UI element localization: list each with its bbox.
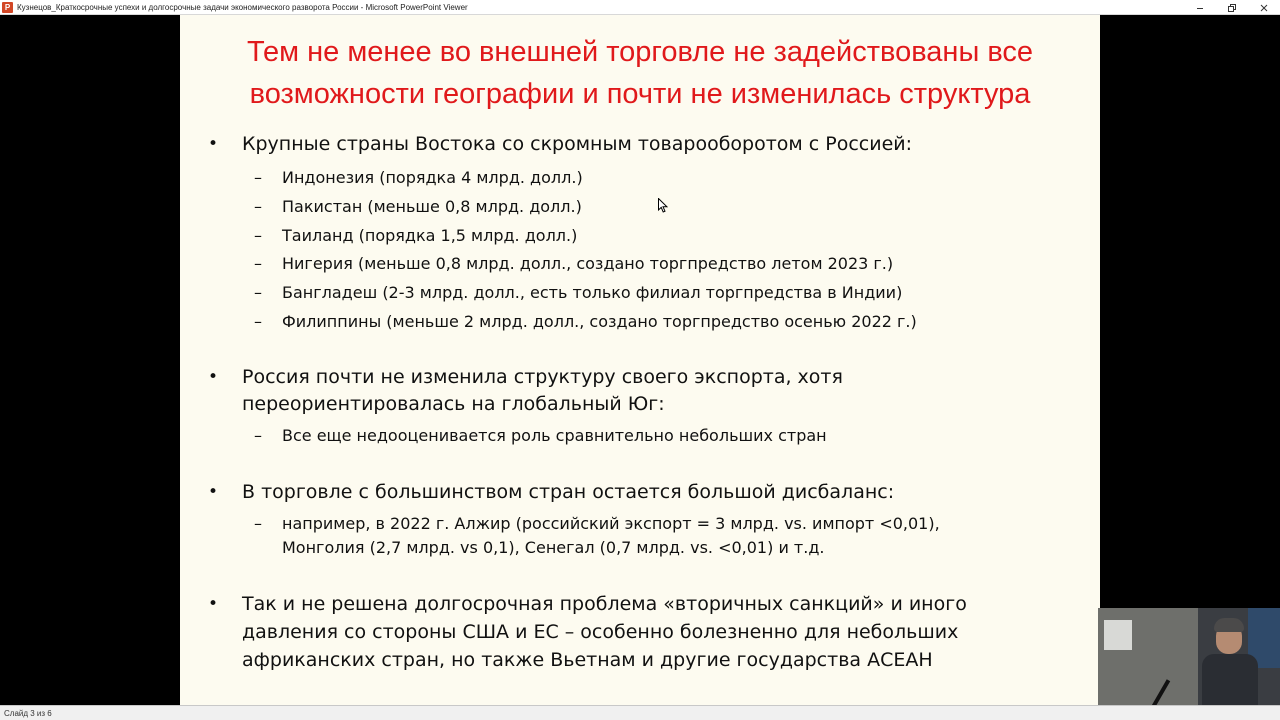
sub-bullet-text: Бангладеш (2-3 млрд. долл., есть только филиал торгпредства в Индии) [282,283,903,302]
mouse-cursor-icon [658,198,668,213]
sub-bullet-text: например, в 2022 г. Алжир (российский экспорт = 3 млрд. vs. импорт <0,01), [282,514,940,533]
sub-bullet-marker: – [254,226,262,245]
bullet-text: Так и не решена долгосрочная проблема «вторичных санкций» и иного [242,593,967,615]
bullet-marker: • [208,594,219,614]
close-button[interactable] [1248,0,1280,15]
sub-bullet-marker: – [254,168,262,187]
bullet-text: В торговле с большинством стран остается большой дисбаланс: [242,481,895,503]
slide[interactable] [180,15,1100,705]
slide-counter: Слайд 3 из 6 [4,708,52,718]
bullet-marker: • [208,482,219,502]
bullet-text: Россия почти не изменила структуру своего экспорта, хотя [242,366,843,388]
video-background [1104,620,1132,650]
bullet-text: африканских стран, но также Вьетнам и другие государства АСЕАН [242,649,933,671]
minimize-button[interactable] [1184,0,1216,15]
sub-bullet-text: Пакистан (меньше 0,8 млрд. долл.) [282,197,582,216]
minimize-icon [1196,4,1204,12]
powerpoint-app-icon: P [2,2,13,13]
sub-bullet-marker: – [254,254,262,273]
speaker-figure [1202,654,1258,710]
title-bar [0,0,1280,15]
sub-bullet-text: Филиппины (меньше 2 млрд. долл., создано торгпредство осенью 2022 г.) [282,312,917,331]
slide-title [180,31,1100,115]
sub-bullet-text: Индонезия (порядка 4 млрд. долл.) [282,168,583,187]
restore-button[interactable] [1216,0,1248,15]
bullet-text: переориентировалась на глобальный Юг: [242,393,665,415]
close-icon [1260,4,1268,12]
bullet-text: Крупные страны Востока со скромным товарооборотом с Россией: [242,133,913,155]
restore-icon [1228,4,1236,12]
sub-bullet-marker: – [254,514,262,533]
speaker-video-inset [1098,608,1280,710]
sub-bullet-text: Таиланд (порядка 1,5 млрд. долл.) [282,226,578,245]
bullet-marker: • [208,134,219,154]
sub-bullet-marker: – [254,283,262,302]
sub-bullet-marker: – [254,426,262,445]
speaker-figure [1214,618,1244,632]
slide-title-line-2: возможности географии и почти не изменилась структура [249,78,1031,110]
slide-title-line-1: Тем не менее во внешней торговле не задействованы все [246,36,1034,68]
bullet-text: давления со стороны США и ЕС – особенно болезненно для небольших [242,621,959,643]
window-title: Кузнецов_Краткосрочные успехи и долгосрочные задачи экономического разворота России - Microsoft PowerPoint Viewer [17,2,468,12]
sub-bullet-marker: – [254,197,262,216]
bullet-marker: • [208,367,219,387]
sub-bullet-text: Монголия (2,7 млрд. vs 0,1), Сенегал (0,7 млрд. vs. <0,01) и т.д. [282,538,825,557]
sub-bullet-text: Все еще недооценивается роль сравнительно небольших стран [282,426,827,445]
sub-bullet-marker: – [254,312,262,331]
status-bar [0,705,1280,720]
sub-bullet-text: Нигерия (меньше 0,8 млрд. долл., создано торгпредство летом 2023 г.) [282,254,894,273]
window-controls [1184,0,1280,15]
